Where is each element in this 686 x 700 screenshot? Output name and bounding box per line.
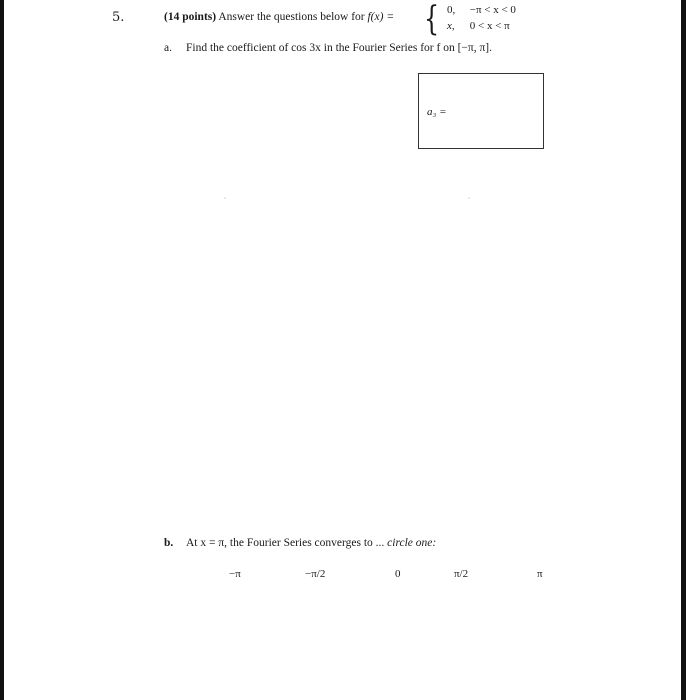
option-pi-half[interactable]: π/2 — [454, 568, 469, 580]
piecewise-row-2 — [447, 20, 510, 32]
part-a-label: a. — [164, 42, 172, 54]
part-b — [164, 537, 436, 549]
part-b-instruction: circle one: — [387, 537, 437, 549]
option-neg-pi[interactable]: −π — [229, 568, 241, 580]
scan-speck — [224, 197, 226, 199]
answer-label: a₃ = — [427, 106, 447, 118]
part-b-label: b. — [164, 537, 174, 549]
function-lhs: f(x) = — [367, 11, 395, 23]
part-a — [164, 42, 492, 54]
question-stem-text: Answer the questions below for — [218, 11, 365, 23]
piece-2-condition: 0 < x < π — [469, 20, 510, 32]
question-points: (14 points) — [164, 11, 217, 23]
question-number: 5. — [112, 10, 125, 25]
scan-speck — [468, 197, 470, 199]
option-neg-pi-half[interactable]: −π/2 — [305, 568, 326, 580]
right-page-edge — [681, 0, 686, 700]
piecewise-row-1 — [447, 4, 516, 16]
piece-2-value: x, — [447, 20, 455, 32]
piecewise-brace: { — [424, 0, 440, 39]
answer-box[interactable] — [418, 73, 544, 149]
question-stem — [164, 11, 394, 23]
piece-1-condition: −π < x < 0 — [469, 4, 516, 16]
option-zero[interactable]: 0 — [395, 568, 401, 580]
part-b-text: At x = π, the Fourier Series converges to ... — [186, 537, 385, 549]
left-page-edge — [0, 0, 4, 700]
option-pi[interactable]: π — [537, 568, 543, 580]
part-a-text: Find the coefficient of cos 3x in the Fourier Series for f on [−π, π]. — [186, 42, 492, 54]
piece-1-value: 0, — [447, 4, 456, 16]
